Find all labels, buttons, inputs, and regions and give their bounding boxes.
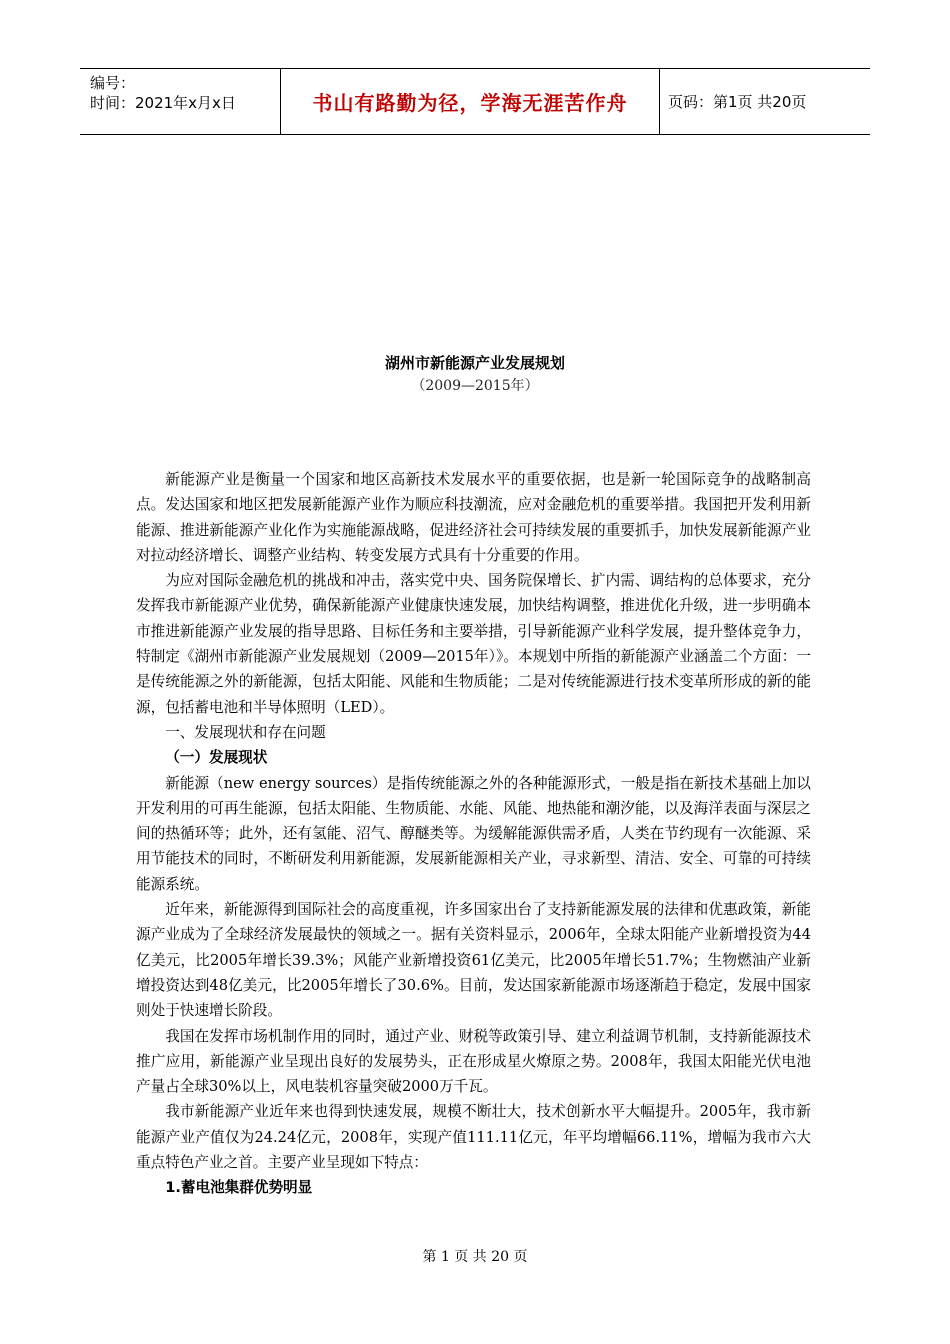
subsection-heading: 1.蓄电池集群优势明显 [165,1179,313,1197]
document-title: 湖州市新能源产业发展规划 [384,354,565,372]
header-motto: 书山有路勤为径，学海无涯苦作舟 [280,69,660,134]
header-left-cell [80,69,280,134]
document-subtitle: （2009—2015年） [411,378,539,394]
paragraph: 新能源产业是衡量一个国家和地区高新技术发展水平的重要依据，也是新一轮国际竞争的战略制高点。发达国家和地区把发展新能源产业作为顺应科技潮流，应对金融危机的重要举措。我国把开发利用新能源、推进新能源产业化作为实施能源战略，促进经济社会可持续发展的重要抓手，加快发展新能源产业对拉动经济增长、调整产业结构、转变发展方式具有十分重要的作用。 [136,471,811,564]
header-page-info: 页码：第1页 共20页 [668,93,807,111]
section-heading: 一、发展现状和存在问题 [165,723,326,741]
header-time-label: 时间：2021年x月x日 [90,94,236,112]
header-number-label: 编号： [90,74,136,92]
page-header [80,68,870,135]
paragraph: 新能源（new energy sources）是指传统能源之外的各种能源形式，一般是指在新技术基础上加以开发利用的可再生能源，包括太阳能、生物质能、水能、风能、地热能和潮汐能，以及海洋表面与深层之间的热循环等；此外，还有氢能、沼气、醇醚类等。为缓解能源供需矛盾，人类在节约现有一次能源、采用节能技术的同时，不断研发利用新能源，发展新能源相关产业，寻求新型、清洁、安全、可靠的可持续能源系统。 [136,774,811,893]
paragraph: 我国在发挥市场机制作用的同时，通过产业、财税等政策引导、建立利益调节机制，支持新能源技术推广应用，新能源产业呈现出良好的发展势头，正在形成星火燎原之势。2008年，我国太阳能光伏电池产量占全球30%以上，风电装机容量突破2000万千瓦。 [136,1027,811,1096]
paragraph: 为应对国际金融危机的挑战和冲击，落实党中央、国务院保增长、扩内需、调结构的总体要求，充分发挥我市新能源产业优势，确保新能源产业健康快速发展，加快结构调整，推进优化升级，进一步明确本市推进新能源产业发展的指导思路、目标任务和主要举措，引导新能源产业科学发展，提升整体竞争力，特制定《湖州市新能源产业发展规划（2009—2015年）》。本规划中所指的新能源产业涵盖二个方面：一是传统能源之外的新能源，包括太阳能、风能和生物质能；二是对传统能源进行技术变革所形成的新的能源，包括蓄电池和半导体照明（LED）。 [136,572,811,716]
subsection-heading: （一）发展现状 [165,749,268,767]
document-body [136,467,811,1201]
paragraph: 近年来，新能源得到国际社会的高度重视，许多国家出台了支持新能源发展的法律和优惠政策，新能源产业成为了全球经济发展最快的领域之一。据有关资料显示，2006年，全球太阳能产业新增投资为44亿美元，比2005年增长39.3%；风能产业新增投资61亿美元，比2005年增长51.7%；生物燃油产业新增投资达到48亿美元，比2005年增长了30.6%。目前，发达国家新能源市场逐渐趋于稳定，发展中国家则处于快速增长阶段。 [136,901,811,1020]
paragraph: 我市新能源产业近年来也得到快速发展，规模不断壮大，技术创新水平大幅提升。2005年，我市新能源产业产值仅为24.24亿元，2008年，实现产值111.11亿元，年平均增幅66.11%，增幅为我市六大重点特色产业之首。主要产业呈现如下特点： [136,1103,811,1172]
page-footer: 第 1 页 共 20 页 [422,1249,528,1265]
